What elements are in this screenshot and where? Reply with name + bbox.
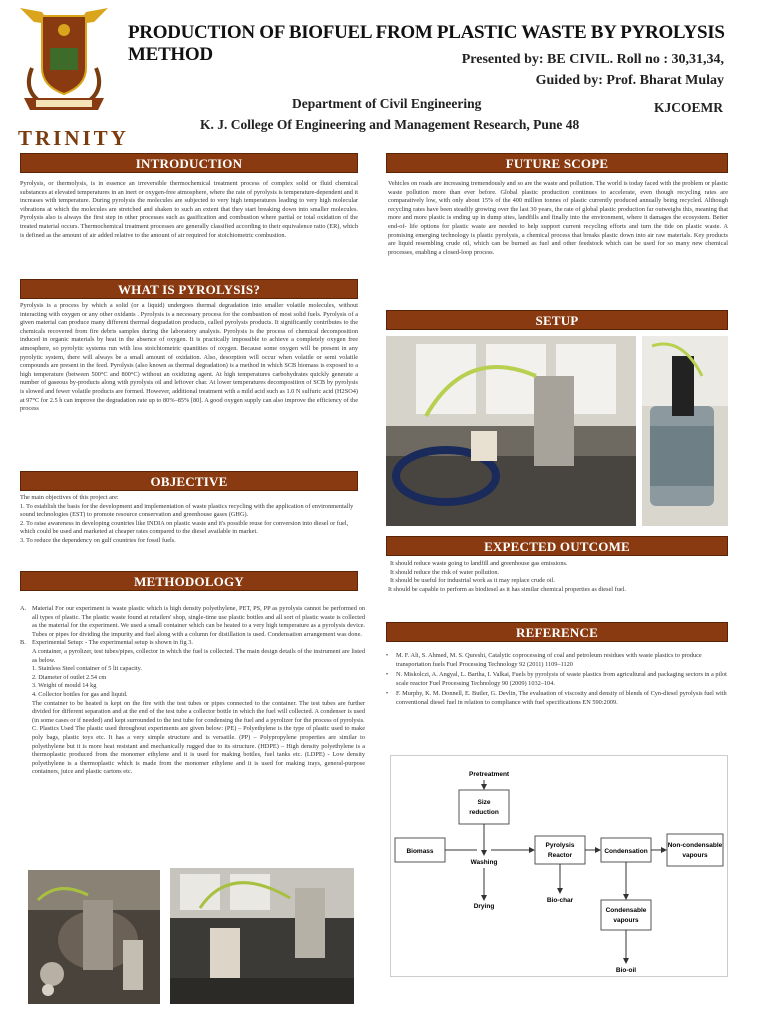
svg-text:reduction: reduction [469, 809, 499, 816]
reference-item: • F. Murphy, K. M. Donnell, E. Butler, G. Devlin, The evaluation of viscosity and density of blends of Cyn-diesel pyrolysis fuel with conventional diesel fuel in relation to compliance with fuel specifications EN 590:2009. [386, 690, 727, 706]
methodology-header: METHODOLOGY [20, 571, 358, 591]
spec-item: 3. Weight of mould 14 kg [32, 682, 97, 690]
expected-outcome-header: EXPECTED OUTCOME [386, 536, 728, 556]
presented-by: Presented by: BE CIVIL. Roll no : 30,31,34, [461, 52, 724, 67]
outcome-line: It should reduce waste going to landfill and greenhouse gas emissions. [390, 560, 568, 567]
what-is-pyrolysis-header: WHAT IS PYROLYSIS? [20, 279, 358, 299]
objective-line: 1. To establish the basis for the development and implementation of waste plastics recycling with the application of environmentally sound technologies (EST) to promote resource conservation and greenhouse gases (GHG). [20, 502, 354, 519]
poster-title: PRODUCTION OF BIOFUEL FROM PLASTIC WASTE BY PYROLYSIS METHOD [128, 22, 725, 65]
future-scope-header: FUTURE SCOPE [386, 153, 728, 173]
guided-by: Guided by: Prof. Bharat Mulay [535, 73, 724, 88]
setup-header: SETUP [386, 310, 728, 330]
reference-item: • N. Miskolczi, A. Angyal, L. Bartha, I. Valkai, Fuels by pyrolysis of waste plastics from agricultural and packaging sectors in a pilot scale reactor Fuel Processing Technology 90 (2009) 1032–104. [386, 671, 727, 687]
flow-biochar-label: Bio-char [546, 897, 574, 904]
introduction-header: INTRODUCTION [20, 153, 358, 173]
flow-biooil-label: Bio-oil [615, 967, 637, 974]
svg-text:Condensation: Condensation [604, 848, 648, 855]
methodology-setup: Experimental Setup: - The experimental setup is shown in fig 3. [32, 639, 193, 647]
outcome-line: It should be capable to perform as biodiesel as it has similar chemical properties as diesel fuel. [388, 585, 626, 593]
flow-pretreatment-label: Pretreatment [469, 771, 510, 778]
setup-photo-2 [642, 336, 728, 526]
what-is-pyrolysis-text: Pyrolysis is a process by which a solid (or a liquid) undergoes thermal degradation into smaller volatile molecules, without interacting with oxygen or any other oxidants . Pyrolysis is a necessary process for the combustion of most solid fuels. Pyrolysis of a given material can produce many different thermal degradation products, called pyrolysis products. It significantly contributes to the chemicals recovered from fire debris samples during the laboratory analysis. Pyrolysis is the process of chemical decomposition induced in organic materials by heat in the absence of oxygen. It is practically impossible to achieve a completely oxygen free atmosphere, so pyrolytic systems run with less stoichiometric quantities of oxygen. Because some oxygen will be present in any pyrolytic system, there will always be a small amount of oxidation. Also, desorption will occur when volatile or semi volatile compounds are present in the feed. Pyrolysis (also known as thermal degradation) is a method in which SCB biomass is exposed to a high temperature (between 500°C and 800°C) without an oxidizing agent. At high temperatures carbohydrates quickly generate a number of gaseous by-products along with pyrolysis oil and leftover char. At lower temperatures decomposition of SCB by pyrolysis is slowed and fewer volatile products are formed. However, additional treatment with a mild acid such as 1.0 N sulfuric acid (H2SO4) at 97°C for 2.5 h can improve the degradation rate up to 80%–85% [80]. A good oxygen supply can also improve the efficiency of the process [20, 302, 358, 413]
experiment-photo-2 [170, 868, 354, 1004]
methodology-text: A. Material For our experiment is waste plastic which is high density polyethylene, PET, PS, PP as pyrolysis cannot be performed on all types of plastic. The plastic waste found at retailers' shop, single-time use plastic bottles and all sort of plastic waste is collected as the material for the experiment. We used a small container which can be heated to a very high temperature as a pyrolysis device. Tubes or pipes for dividing the impurity and fuel along with a column for distillation is used. Condensation arrangement was done. B. Experimental Setup: - The experimental setup is shown in fig 3. A container, a pyrolizer, test tubes/pipes, collector in which the fuel is collected. The main design details of the instrument are listed as below. 1. Stainless Steel container of 5 lit capacity. 2. Diameter of outlet 2.54 cm 3. Weight of mould 14 kg 4. Collector bottles for gas and liquid. The container to be heated is kept on the fire with the test tubes or pipes connected to the container. The test tubes are further divided for different separation and at the end of the test tube a collector bottle in which the fuel will collected. A condenser is used (in some cases or if needed) and kept surrounded to the test tube for condensing the fuel and a pyrolizer for the process of pyrolysis. C. Plastics Used The plastic used throughout experiments are given below: (PE) – Polyethylene is the type of plastic used to make poly bags, plastic toys etc. It has a very simple structure and is versatile. (PP) – Polypropylene properties are similar to polyethylene but it is more heat resistant and mechanically rugged due to its structure. (HDPE) – High density polyethylene is a thermoplastic produced from the monomer ethylene and it is used for making bottles, fuel tanks etc. (LDPE) - Low density polyethylene is a thermoplastic which is made from the monomer ethylene and it is used for making trays, general-purpose containers, juice and plastic cartons etc. [20, 605, 365, 776]
reference-list [386, 652, 728, 710]
flow-size-reduction-box [459, 790, 509, 824]
expected-outcome-text [388, 560, 728, 594]
logo-wordmark: TRINITY [18, 126, 129, 150]
svg-text:Pyrolysis: Pyrolysis [545, 842, 575, 849]
flow-condensable-box [601, 900, 651, 930]
methodology-material: Material For our experiment is waste plastic which is high density polyethylene, PET, PS, PP as pyrolysis cannot be performed on all types of plastic. The plastic waste found at retailers' shop, single-time use plastic bottles and all sort of plastic waste is collected as the material for the experiment. We used a small container which can be heated to a very high temperature as a pyrolysis device. Tubes or pipes for dividing the impurity and fuel along with a column for distillation is used. Condensation arrangement was done. [32, 605, 365, 638]
svg-text:Non-condensable: Non-condensable [667, 842, 723, 849]
spec-item: 2. Diameter of outlet 2.54 cm [32, 673, 107, 681]
svg-text:Biomass: Biomass [406, 848, 434, 855]
objective-line: 2. To raise awareness in developing countries like INDIA on plastic waste and it's possible reuse for conversion into diesel or fuel, which could be used and marketed at cheaper rates compared to the diesel available in market. [20, 519, 349, 536]
process-flowchart [390, 755, 728, 977]
svg-text:vapours: vapours [613, 917, 639, 924]
spec-item: 1. Stainless Steel container of 5 lit capacity. [32, 665, 142, 673]
setup-photo-1 [386, 336, 636, 526]
spec-item: 4. Collector bottles for gas and liquid. [32, 690, 128, 698]
future-scope-text: Vehicles on roads are increasing tremendously and so are the waste and pollution. The world is today faced with the problem or plastic waste pollution more than ever before. Global plastic production continues to accelerate, even though recycling rates are comparatively low, with only about 15% of the 400 million tonnes of plastic currently produced annually being recycled. Although recycling rates have been steadily growing over the last 30 years, the rate of global plastic production far outweighs this, meaning that more and more plastic is ending up in dump sites, landfills and finally into the environment, where it damages the ecosystem. Better end-of- life options for plastic waste are needed to help support current recycling efforts and turn the tide on plastic waste. A promising emerging technology is plastic pyrolysis, a chemical process that breaks plastic down into air raw materials. Key products are liquid resembling crude oil, which can be burned as fuel and other feedstock which can be used for so many new chemical processes, enabling a closed-loop process. [388, 180, 728, 256]
outcome-line: It should be useful for industrial work as it may replace crude oil. [390, 577, 555, 585]
svg-text:Reactor: Reactor [547, 852, 573, 859]
methodology-container-text: The container to be heated is kept on the fire with the test tubes or pipes connected to the container. The test tubes are further divided for different separation and at the end of the test tube a collector bottle in which the fuel will collected. A condenser is used (in some cases or if needed) and kept surrounded to the test tube for condensing the fuel and a pyrolizer for the process of pyrolysis. [32, 699, 365, 724]
flow-reactor-box [535, 836, 585, 864]
college-name: K. J. College Of Engineering and Management Research, Pune 48 [200, 117, 580, 132]
department-name: Department of Civil Engineering [292, 96, 482, 111]
experiment-photo-1 [28, 870, 160, 1004]
outcome-line: It should reduce the risk of water pollution. [390, 568, 500, 576]
objective-text [20, 494, 358, 546]
institute-code: KJCOEMR [654, 100, 723, 115]
methodology-setup-detail: A container, a pyrolizer, test tubes/pipes, collector in which the fuel is collected. The main design details of the instrument are listed as below. [32, 647, 365, 664]
objective-line: 3. To reduce the dependency on gulf countries for fossil fuels. [20, 536, 176, 544]
introduction-text: Pyrolysis, or thermolysis, is in essence an irreversible thermochemical treatment process of complex solid or fluid chemical substances at elevated temperatures in an inert or oxygen-free atmosphere, where the rate of pyrolysis is temperature-dependent and it increases with temperature. During pyrolysis the molecules are subjected to very high temperatures leading to very high molecular vibrations at which the molecules are stretched and shaken to such an extent that they start breaking down into smaller molecules. Pyrolysis also is always the first step in other processes such as gasification and combustion where partial or total oxidation of the treated material occurs. Thermochemical treatment processes are generally classified according to their equivalence ratio (ER), which is defined as the amount of air added relative to the amount of air required for stoichiometric combustion. [20, 180, 358, 239]
flow-noncondensable-box [667, 834, 723, 866]
flow-washing-label: Washing [470, 859, 498, 866]
svg-text:Size: Size [477, 799, 491, 806]
reference-item: • M. F. Ali, S. Ahmed, M. S. Qureshi, Catalytic coprocessing of coal and petroleum residues with waste plastics to produce transportation fuels Fuel Processing Technology 92 (2011) 1109–1120 [386, 652, 702, 668]
reference-header: REFERENCE [386, 622, 728, 642]
flow-drying-label: Drying [473, 903, 495, 910]
objective-line: The main objectives of this project are: [20, 494, 119, 501]
objective-header: OBJECTIVE [20, 471, 358, 491]
svg-text:vapours: vapours [682, 852, 708, 859]
methodology-plastics-text: C. Plastics Used The plastic used throughout experiments are given below: (PE) – Polyethylene is the type of plastic used to make poly bags, plastic toys etc. It has a very simple structure and is versatile. (PP) – Polypropylene properties are similar to polyethylene but it is more heat resistant and mechanically rugged due to its structure. (HDPE) – High density polyethylene is a thermoplastic produced from the monomer ethylene and it is used for making bottles, fuel tanks etc. (LDPE) - Low density polyethylene is a thermoplastic which is made from the monomer ethylene and it is used for making trays, general-purpose containers, juice and plastic cartons etc. [32, 725, 365, 776]
svg-text:Condensable: Condensable [605, 907, 647, 914]
